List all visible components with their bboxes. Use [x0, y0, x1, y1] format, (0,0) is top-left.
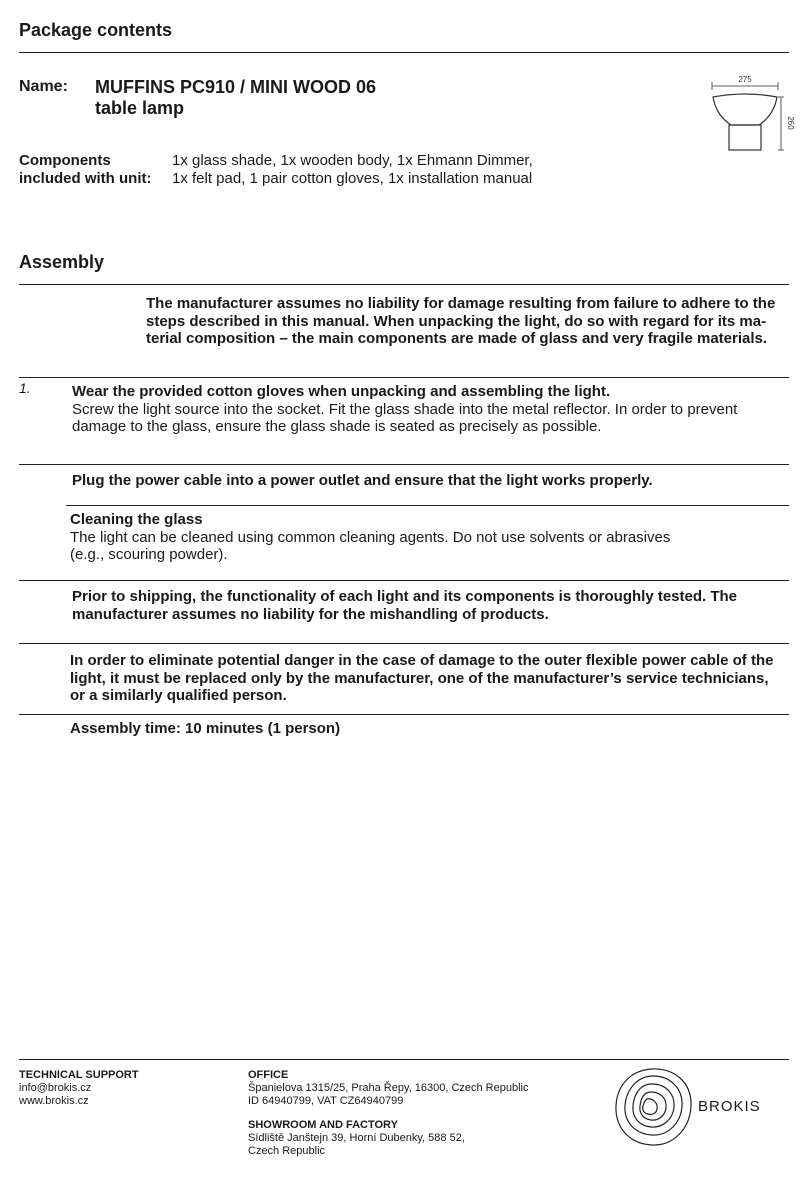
danger-line3: or a similarly qualified person.: [70, 687, 287, 704]
support-title: TECHNICAL SUPPORT: [19, 1069, 139, 1081]
footer-divider: [19, 1059, 789, 1060]
showroom-address-line2: Czech Republic: [248, 1145, 326, 1157]
support-email-link[interactable]: info@brokis.cz: [19, 1082, 92, 1094]
warning-line3: terial composition – the main components are made of glass and very fragile materials.: [146, 330, 768, 347]
product-name: [95, 77, 376, 119]
cleaning-line1: The light can be cleaned using common cleaning agents. Do not use solvents or abrasives: [70, 528, 671, 546]
showroom-address-line1: Sídliště Janštejn 39, Horní Dubenky, 588 52,: [248, 1132, 465, 1144]
cleaning-line2: (e.g., scouring powder).: [70, 546, 228, 563]
divider: [19, 464, 789, 465]
liability-warning: [146, 295, 796, 348]
dim-width-label: 275: [738, 75, 752, 84]
shipping-note: [72, 588, 792, 623]
showroom-title: SHOWROOM AND FACTORY: [248, 1119, 398, 1131]
power-cable-warning: [70, 652, 795, 705]
step-1-line2: damage to the glass, ensure the glass shade is seated as precisely as possible.: [72, 418, 602, 435]
warning-line1: The manufacturer assumes no liability for damage resulting from failure to adhere to the: [146, 295, 776, 312]
lamp-dimension-diagram: [700, 70, 800, 160]
cleaning-section: [70, 511, 790, 564]
office-address: Španielova 1315/25, Praha Řepy, 16300, Czech Republic: [248, 1082, 529, 1094]
assembly-heading: Assembly: [19, 252, 105, 272]
technical-support: [19, 1069, 139, 1108]
divider: [66, 505, 789, 506]
components-label: [19, 152, 151, 188]
showroom-info: [248, 1119, 465, 1158]
danger-line1: In order to eliminate potential danger in the case of damage to the outer flexible power cable of the: [70, 652, 774, 669]
divider: [19, 377, 789, 378]
step-1: [72, 383, 792, 436]
office-title: OFFICE: [248, 1069, 289, 1081]
components-line1: 1x glass shade, 1x wooden body, 1x Ehmann Dimmer,: [172, 152, 533, 169]
danger-line2: light, it must be replaced only by the manufacturer, one of the manufacturer’s service technicians,: [70, 669, 769, 687]
shipping-line1: Prior to shipping, the functionality of each light and its components is thoroughly tested. The: [72, 588, 738, 605]
warning-line2: steps described in this manual. When unpacking the light, do so with regard for its ma-: [146, 312, 767, 330]
dim-height-label: 260: [786, 116, 795, 130]
product-name-line2: table lamp: [95, 98, 185, 118]
power-test-instruction: Plug the power cable into a power outlet and ensure that the light works properly.: [72, 472, 653, 489]
step-1-title: Wear the provided cotton gloves when unpacking and assembling the light.: [72, 383, 611, 400]
office-ids: ID 64940799, VAT CZ64940799: [248, 1095, 404, 1107]
components-line2: 1x felt pad, 1 pair cotton gloves, 1x installation manual: [172, 170, 533, 187]
components-label-line1: Components: [19, 152, 111, 169]
lamp-shade-shape: [713, 94, 777, 125]
divider: [19, 284, 789, 285]
office-info: [248, 1069, 528, 1108]
step-1-line1: Screw the light source into the socket. Fit the glass shade into the metal reflector. In order to prevent: [72, 400, 738, 418]
product-name-line1: MUFFINS PC910 / MINI WOOD 06: [95, 77, 377, 97]
package-contents-heading: Package contents: [19, 20, 173, 40]
shipping-line2: manufacturer assumes no liability for the mishandling of products.: [72, 605, 549, 623]
divider: [19, 643, 789, 644]
components-label-line2: included with unit:: [19, 170, 152, 187]
components-list: [172, 152, 533, 188]
brand-name: BROKIS: [698, 1098, 761, 1115]
assembly-time: Assembly time: 10 minutes (1 person): [70, 720, 341, 737]
cleaning-title: Cleaning the glass: [70, 511, 203, 528]
divider: [19, 52, 789, 53]
brokis-logo-icon: [612, 1066, 694, 1148]
name-label: Name:: [19, 78, 68, 95]
divider: [19, 580, 789, 581]
divider: [19, 714, 789, 715]
support-website-link[interactable]: www.brokis.cz: [19, 1095, 89, 1107]
step-number: 1.: [19, 380, 31, 396]
lamp-body-shape: [729, 125, 761, 150]
